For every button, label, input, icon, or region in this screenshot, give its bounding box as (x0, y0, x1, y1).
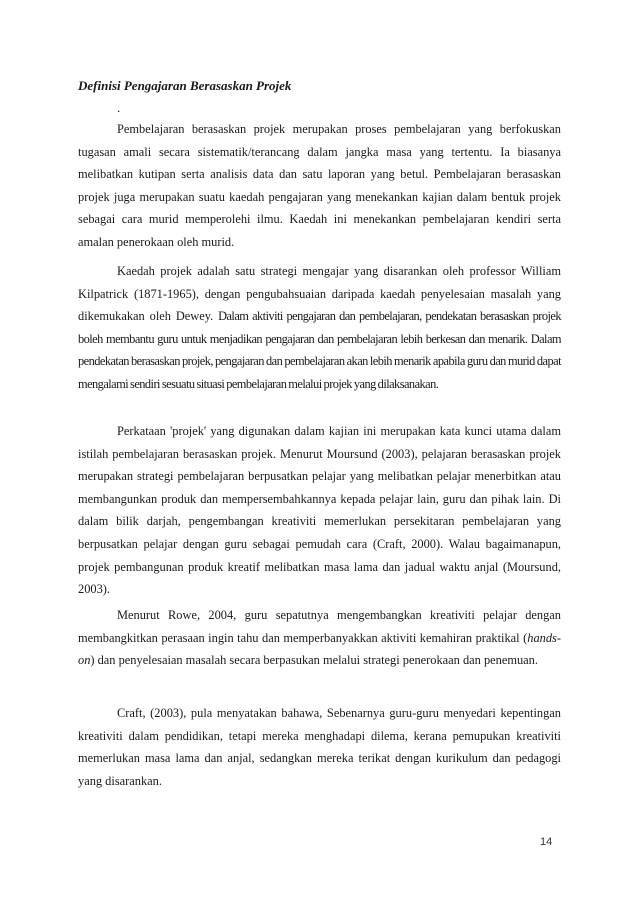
paragraph-4-text-b: ) dan penyelesaian masalah secara berpasukan melalui strategi penerokaan dan penemuan. (90, 653, 538, 668)
paragraph-1 (78, 118, 561, 254)
paragraph-4-text-a: Menurut Rowe, 2004, guru sepatutnya mengembangkan kreativiti pelajar dengan membangkitkan perasaan ingin tahu dan memperbanyakkan aktiviti kemahiran praktikal ( (78, 608, 561, 645)
paragraph-5 (78, 702, 561, 792)
paragraph-1-text: Pembelajaran berasaskan projek merupakan proses pembelajaran yang berfokuskan tugasan amali secara sistematik/terancang dalam jangka masa yang tertentu. Ia biasanya melibatkan kutipan serta analisis data dan satu laporan yang betul. Pembelajaran berasaskan projek juga merupakan suatu kaedah pengajaran yang menekankan kajian dalam bentuk projek sebagai cara murid memperolehi ilmu. Kaedah ini menekankan pembelajaran kendiri serta amalan penerokaan oleh murid. (78, 122, 561, 249)
section-heading: Definisi Pengajaran Berasaskan Projek (78, 78, 292, 93)
paragraph-4 (78, 604, 561, 672)
paragraph-5-text: Craft, (2003), pula menyatakan bahawa, Sebenarnya guru-guru menyedari kepentingan kreativiti dalam pendidikan, tetapi mereka menghadapi dilema, kerana pemupukan kreativiti memerlukan masa lama dan anjal, sedangkan mereka terikat dengan kurikulum dan pedagogi yang disarankan. (78, 706, 561, 788)
paragraph-3-text: Perkataan 'projek' yang digunakan dalam kajian ini merupakan kata kunci utama dalam istilah pembelajaran berasaskan projek. Menurut Moursund (2003), pelajaran berasaskan projek merupakan strategi pembelajaran berpusatkan pelajar yang melibatkan pelajar menerbitkan atau membangunkan produk dan mempersembahkannya kepada pelajar lain, guru dan pihak lain. Di dalam bilik darjah, pengembangan kreativiti memerlukan persekitaran pembelajaran yang berpusatkan pelajar dengan guru sebagai pemudah cara (Craft, 2000). Walau bagaimanapun, projek pembangunan produk kreatif melibatkan masa lama dan jadual waktu anjal (Moursund, 2003). (78, 424, 561, 597)
paragraph-2-text-a: Kaedah projek adalah satu strategi mengajar yang disarankan oleh professor William Kilpatrick (1871-1965), dengan pengubahsuaian daripada kaedah penyelesaian masalah yang dikemukakan oleh Dewey. (78, 264, 561, 324)
paragraph-3 (78, 420, 561, 601)
paragraph-2 (78, 260, 561, 396)
paragraph-2-text-b: Dalam aktiviti pengajaran dan pembelajaran, pendekatan berasaskan projek boleh membantu guru untuk menjadikan pengajaran dan pembelajaran lebih berkesan dan menarik. Dalam pendekatan berasaskan projek, pengajaran dan pembelajaran akan lebih menarik apabila guru dan murid dapat mengalami sendiri sesuatu situasi pembelajaran melalui projek yang dilaksanakan. (78, 309, 561, 391)
paragraph-4-italic: hands-on (78, 630, 561, 668)
page-number: 14 (540, 836, 553, 848)
stray-dot: . (117, 100, 121, 115)
